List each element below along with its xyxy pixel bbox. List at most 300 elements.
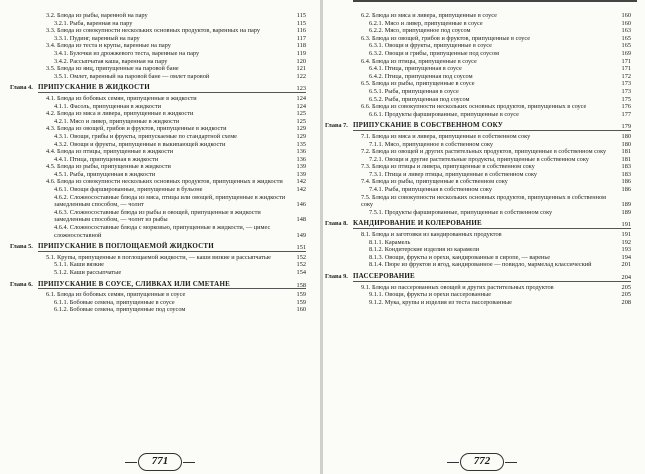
entry-title: Рассыпчатая каша, варенная на пару [69,57,168,65]
toc-entry [38,133,306,141]
toc-entry [353,284,631,292]
entry-text-wrap [353,88,631,96]
entry-page-number: 124 [296,102,306,110]
toc-entry [353,20,631,28]
entry-page-number: 123 [296,85,306,93]
entry-title: Мука, крупы и изделия из теста пассерованные [384,298,512,306]
entry-title: Овощи, грибы и фрукты, припускаемые по стандартной схеме [69,132,237,140]
entry-number: 4.1.1. [54,102,69,110]
entry-title: Птица, припущенная в жидкости [69,155,159,163]
entry-page-number: 191 [621,221,631,229]
entry-number: 7.5. [361,193,371,201]
table-of-contents-right [325,12,631,306]
entry-page-number: 163 [621,27,631,35]
entry-page-number: 189 [621,201,631,209]
toc-entry [38,42,306,50]
toc-chapter-heading [10,279,306,290]
entry-number: 7.2.1. [369,155,384,163]
entry-number: 7.2. [361,148,371,156]
toc-chapter-heading [325,272,631,282]
entry-number: 6.2.1. [369,19,384,27]
entry-title: Омлет, варенный на паровой бане — омлет паровой [69,72,210,80]
entry-number: 4.1. [46,94,56,102]
entry-number: 7.4. [361,178,371,186]
entry-title: Блюда и заготовки из кандированных продуктов [372,231,502,239]
entry-page-number: 191 [621,231,631,239]
toc-entry [38,261,306,269]
entry-number: 3.5.1. [54,72,69,80]
toc-entry [353,178,631,186]
entry-number: 6.6. [361,103,371,111]
entry-page-number: 186 [621,178,631,186]
entry-number: 3.4.2. [54,57,69,65]
entry-title: Овощи и фрукты, припущенные в соусе [384,42,492,50]
entry-page-number: 205 [621,283,631,291]
entry-title: Овощи, фрукты и орехи, кандированные в сиропе, — варенье [384,253,551,261]
toc-entry [38,306,306,314]
toc-entry [353,194,631,209]
entry-title: Карамель [384,238,411,246]
toc-entry [38,50,306,58]
entry-title: Блюда из бобовых семян, припущенные в соусе [57,291,186,299]
entry-number: 6.6.1. [369,110,384,118]
entry-number: 8.1.3. [369,253,384,261]
entry-text-wrap [38,50,306,58]
toc-entry [353,133,631,141]
entry-text-wrap [353,65,631,73]
entry-page-number: 120 [296,57,306,65]
entry-text-wrap [353,239,631,247]
toc-entry [38,299,306,307]
entry-title: Сложносоставные блюда с морковью, припущенные в жидкости, — цимес сложносоставной [54,224,271,239]
entry-text-wrap [353,103,631,111]
toc-entry [353,239,631,247]
entry-text-wrap [38,261,306,269]
entry-title: ПРИПУСКАНИЕ В СОБСТВЕННОМ СОКУ [353,121,504,130]
entry-number: 6.2. [361,12,371,19]
entry-title: Мясо, припущенное в собственном соку [384,140,494,148]
entry-number: 4.5. [46,163,56,171]
toc-entry [38,125,306,133]
toc-entry [353,163,631,171]
entry-page-number: 180 [621,132,631,140]
entry-number: 3.5. [46,65,56,73]
toc-entry [353,88,631,96]
entry-page-number: 136 [296,155,306,163]
entry-page-number: 176 [621,103,631,111]
toc-entry [353,27,631,35]
toc-entry [353,12,631,20]
entry-page-number: 129 [296,132,306,140]
entry-number: 8.1.1. [369,238,384,246]
entry-page-number: 129 [296,125,306,133]
entry-number: 4.4. [46,148,56,156]
entry-number: 6.4.1. [369,65,384,73]
entry-title: Рыба, припущенная в собственном соку [384,186,493,194]
entry-page-number: 125 [296,117,306,125]
entry-page-number: 193 [621,246,631,254]
entry-title: Мясо и ливер, припущенные в жидкости [69,117,180,125]
entry-page-number: 205 [621,291,631,299]
entry-text-wrap [38,194,306,209]
entry-page-number: 186 [621,186,631,194]
entry-page-number: 116 [296,27,306,35]
entry-title: Блюда из рыбы, припущенные в собственном соку [372,178,508,186]
entry-number: 3.2. [46,12,56,19]
toc-entry [38,156,306,164]
entry-text-wrap [353,50,631,58]
chapter-label: Глава 9. [325,273,348,280]
toc-entry [353,156,631,164]
entry-page-number: 171 [621,57,631,65]
entry-page-number: 208 [621,298,631,306]
entry-text-wrap [353,148,631,156]
entry-number: 4.2.1. [54,117,69,125]
entry-title: Блюда из мяса и ливера, припущенные в жидкости [57,110,194,118]
entry-page-number: 121 [296,65,306,73]
entry-title: Блюда из совокупности нескольких основных продуктов, припущенных в собственном соку [361,193,606,209]
toc-entry [353,58,631,66]
entry-page-number: 165 [621,34,631,42]
entry-title: Блюда из овощей, грибов и фруктов, припущенные в жидкости [57,125,227,133]
toc-entry [353,261,631,269]
entry-text-wrap [38,171,306,179]
entry-page-number: 160 [296,306,306,314]
entry-number: 3.3. [46,27,56,35]
toc-chapter-heading [10,242,306,252]
entry-text-wrap [353,111,631,119]
entry-title: Пюре из фруктов и ягод, кандированное — повидло, мармелад классический [384,261,592,269]
entry-text-wrap [38,178,306,186]
toc-entry [38,194,306,209]
entry-number: 6.3.1. [369,42,384,50]
entry-page-number: 117 [296,34,306,42]
entry-title: Блюда из рыбы, припущенные в соусе [372,80,475,88]
toc-entry [38,110,306,118]
entry-title: Блюда из мяса и ливера, припущенные в собственном соку [372,132,531,140]
page-number-ornament-right [460,453,504,471]
entry-page-number: 173 [621,87,631,95]
toc-entry [38,103,306,111]
entry-page-number: 175 [621,95,631,103]
entry-page-number: 165 [621,42,631,50]
entry-text-wrap [38,299,306,307]
entry-number: 7.1. [361,132,371,140]
entry-number: 3.3.1. [54,34,69,42]
entry-number: 3.4. [46,42,56,50]
entry-number: 6.1.2. [54,306,69,314]
toc-entry [353,42,631,50]
entry-page-number: 152 [296,253,306,261]
toc-entry [38,171,306,179]
entry-title: Блюда из совокупности нескольких основных продуктов, варенных на пару [57,27,260,35]
entry-title: Блюда из рыбы, варенной на пару [57,12,148,19]
toc-entry [353,254,631,262]
entry-text-wrap [38,118,306,126]
entry-title: Овощи фаршированные, припущенные в бульоне [69,186,203,194]
toc-entry [38,58,306,66]
entry-number: 4.4.1. [54,155,69,163]
entry-page-number: 201 [621,261,631,269]
entry-text-wrap [38,269,306,277]
entry-title: Пудинг, варенный на пару [69,34,140,42]
entry-page-number: 169 [621,49,631,57]
entry-page-number: 139 [296,163,306,171]
entry-title: Птица, припущенная в соусе [384,65,462,73]
entry-title: Блюда из яиц, припущенные на паровой бане [57,65,179,73]
entry-number: 4.3. [46,125,56,133]
entry-text-wrap [353,133,631,141]
page-number-ornament-left [138,453,182,471]
entry-title: Блюда из рыбы, припущенные в жидкости [57,163,171,171]
entry-number: 6.4.2. [369,72,384,80]
entry-number: 6.5. [361,80,371,88]
entry-page-number: 149 [296,231,306,239]
toc-entry [353,299,631,307]
entry-text-wrap [353,122,631,131]
toc-entry [38,224,306,239]
entry-page-number: 183 [621,163,631,171]
entry-number: 7.4.1. [369,186,384,194]
entry-text-wrap [38,27,306,35]
entry-text-wrap [353,27,631,35]
entry-text-wrap [353,12,631,20]
entry-page-number: 181 [621,155,631,163]
entry-title: Фасоль, припущенная в жидкости [69,102,162,110]
entry-text-wrap [38,12,306,20]
toc-entry [38,73,306,81]
entry-title: ПРИПУСКАНИЕ В ЖИДКОСТИ [38,83,150,92]
entry-text-wrap [353,273,631,282]
entry-title: КАНДИРОВАНИЕ И КОЛЕРОВАНИЕ [353,219,482,228]
entry-number: 6.4. [361,57,371,65]
toc-entry [38,95,306,103]
entry-page-number: 183 [621,170,631,178]
entry-title: Блюда из птицы и ливера, припущенные в собственном соку [372,163,535,171]
entry-title: Блюда из совокупности нескольких основных продуктов, припущенных в жидкости [57,178,283,186]
entry-text-wrap [353,231,631,239]
entry-text-wrap [353,20,631,28]
toc-entry [353,209,631,217]
entry-page-number: 118 [296,42,306,50]
toc-entry [353,291,631,299]
entry-page-number: 115 [296,12,306,19]
entry-text-wrap [38,20,306,28]
entry-text-wrap [353,220,631,229]
entry-text-wrap [38,42,306,50]
entry-text-wrap [38,186,306,194]
toc-entry [38,118,306,126]
entry-number: 4.6.1. [54,186,69,194]
entry-page-number: 152 [296,261,306,269]
entry-text-wrap [353,299,631,307]
entry-page-number: 192 [621,238,631,246]
entry-page-number: 119 [296,49,306,57]
entry-text-wrap [38,254,306,262]
toc-entry [38,148,306,156]
entry-number: 4.6.3. [54,208,69,216]
entry-page-number: 136 [296,148,306,156]
entry-page-number: 115 [296,19,306,27]
entry-title: Овощи, фрукты и орехи пассерованные [384,291,491,299]
entry-title: Блюда из совокупности нескольких основных продуктов, припущенных в соусе [372,103,587,111]
toc-entry [38,209,306,224]
entry-number: 5.1.2. [54,269,69,276]
entry-text-wrap [38,95,306,103]
entry-text-wrap [38,291,306,299]
toc-entry [38,27,306,35]
toc-entry [38,12,306,20]
toc-entry [353,186,631,194]
entry-number: 8.1.4. [369,261,384,269]
entry-text-wrap [353,141,631,149]
entry-text-wrap [38,163,306,171]
entry-number: 4.2. [46,110,56,118]
entry-text-wrap [38,110,306,118]
entry-number: 8.1.2. [369,246,384,254]
entry-page-number: 148 [296,216,306,224]
entry-number: 4.6.2. [54,193,69,201]
entry-number: 5.1.1. [54,261,69,269]
entry-text-wrap [353,186,631,194]
entry-text-wrap [353,261,631,269]
entry-text-wrap [38,224,306,239]
entry-title: ПАССЕРОВАНИЕ [353,272,415,280]
toc-chapter-heading [325,219,631,229]
chapter-label: Глава 7. [325,122,348,130]
entry-text-wrap [353,35,631,43]
entry-title: Мясо, припущенное под соусом [384,27,471,35]
entry-page-number: 172 [621,72,631,80]
entry-text-wrap [38,133,306,141]
entry-title: ПРИПУСКАНИЕ В СОУСЕ, СЛИВКАХ ИЛИ СМЕТАНЕ [38,279,230,288]
entry-number: 4.6.4. [54,224,69,232]
entry-number: 4.6. [46,178,56,186]
toc-entry [353,50,631,58]
entry-title: Блюда из пассерованных овощей и других растительных продуктов [372,283,554,291]
entry-text-wrap [353,156,631,164]
entry-text-wrap [38,243,306,252]
toc-entry [353,73,631,81]
chapter-label: Глава 8. [325,220,348,228]
entry-text-wrap [353,42,631,50]
entry-text-wrap [38,73,306,81]
toc-entry [353,231,631,239]
entry-page-number: 177 [621,110,631,118]
entry-title: Кондитерские изделия из карамели [384,246,480,254]
toc-entry [38,35,306,43]
toc-entry [353,148,631,156]
entry-number: 6.2.2. [369,27,384,35]
entry-number: 6.1.1. [54,298,69,306]
entry-page-number: 139 [296,170,306,178]
entry-page-number: 122 [296,72,306,80]
entry-page-number: 204 [621,274,631,281]
entry-title: Мясо и ливер, припущенные в соусе [384,19,483,27]
entry-page-number: 171 [621,65,631,73]
entry-title: Рыба, припущенная в жидкости [69,170,156,178]
entry-title: ПРИПУСКАНИЕ В ПОГЛОЩАЕМОЙ ЖИДКОСТИ [38,242,214,251]
entry-title: Блюда из птицы, припущенные в соусе [372,57,477,65]
toc-entry [353,35,631,43]
entry-text-wrap [38,125,306,133]
entry-number: 6.1. [46,291,56,299]
entry-number: 9.1.1. [369,291,384,299]
entry-number: 7.3. [361,163,371,171]
entry-text-wrap [38,84,306,93]
entry-page-number: 180 [621,140,631,148]
entry-text-wrap [353,194,631,209]
entry-number: 7.3.1. [369,170,384,178]
entry-page-number: 142 [296,178,306,186]
entry-text-wrap [353,171,631,179]
entry-text-wrap [353,246,631,254]
toc-chapter-heading [10,83,306,93]
entry-number: 6.3. [361,34,371,42]
toc-entry [38,178,306,186]
entry-page-number: 189 [621,208,631,216]
entry-title: Сложносоставные блюда из рыбы и овощей, припущенные в жидкости замедленным способом, — чолнт из рыбы [54,208,261,224]
toc-entry [353,111,631,119]
chapter-label: Глава 5. [10,243,33,251]
chapter-label: Глава 6. [10,280,33,288]
entry-title: Каши вязкие [69,261,104,269]
page-number: 771 [151,455,169,467]
entry-text-wrap [38,65,306,73]
entry-page-number: 135 [296,140,306,148]
toc-entry [38,65,306,73]
entry-number: 6.5.2. [369,95,384,103]
entry-number: 6.3.2. [369,49,384,57]
entry-text-wrap [38,306,306,314]
toc-entry [38,141,306,149]
toc-entry [353,141,631,149]
entry-number: 6.5.1. [369,87,384,95]
entry-text-wrap [353,58,631,66]
entry-text-wrap [38,141,306,149]
entry-title: Овощи и другие растительные продукты, припущенные в собственном соку [384,155,589,163]
entry-text-wrap [353,254,631,262]
entry-page-number: 179 [621,123,631,131]
left-page [0,0,320,474]
entry-text-wrap [353,80,631,88]
entry-title: Блюда из овощей, грибов и фруктов, припущенные в соусе [372,34,531,42]
toc-entry [38,20,306,28]
entry-text-wrap [38,58,306,66]
entry-title: Рыба, припущенная в соусе [384,87,459,95]
entry-number: 8.1. [361,231,371,239]
entry-number: 4.3.1. [54,132,69,140]
entry-page-number: 154 [296,269,306,276]
entry-page-number: 160 [621,12,631,19]
entry-title: Блюда из овощей и других растительных продуктов, припущенные в собственном соку [372,148,607,156]
entry-title: Бобовые семена, припущенные под соусом [69,306,186,314]
entry-number: 4.5.1. [54,170,69,178]
toc-entry [38,163,306,171]
entry-number: 5.1. [46,253,56,261]
entry-text-wrap [353,291,631,299]
entry-number: 9.1. [361,283,371,291]
entry-title: Птица и ливер птицы, припущенные в собственном соку [384,170,538,178]
entry-page-number: 146 [296,201,306,209]
entry-page-number: 173 [621,80,631,88]
table-of-contents-left [10,12,306,314]
entry-page-number: 151 [296,244,306,252]
entry-title: Бобовые семена, припущенные в соусе [69,298,175,306]
entry-number: 3.2.1. [54,19,69,27]
toc-entry [38,254,306,262]
entry-title: Булочки из дрожжевого теста, варенные на пару [69,49,200,57]
